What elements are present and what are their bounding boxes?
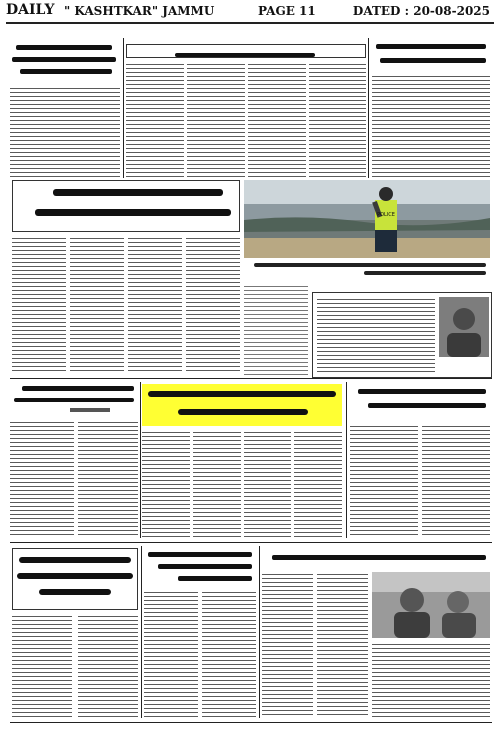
masthead-rule bbox=[6, 22, 494, 24]
article-text bbox=[10, 86, 120, 178]
column-divider bbox=[259, 546, 260, 718]
column-divider bbox=[123, 38, 124, 178]
news-photo bbox=[244, 180, 490, 258]
vest-label: POLICE bbox=[377, 212, 395, 218]
column-divider bbox=[346, 382, 347, 538]
column-divider bbox=[141, 546, 142, 718]
paper-name: " KASHTKAR" JAMMU bbox=[64, 4, 215, 18]
headline-bhai-rebel bbox=[262, 548, 490, 568]
article-text bbox=[10, 420, 74, 538]
issue-date: DATED : 20-08-2025 bbox=[352, 4, 490, 18]
headline-gaza bbox=[372, 38, 490, 72]
portrait-photo bbox=[439, 297, 489, 357]
headline-cm-scheme bbox=[142, 384, 342, 426]
headline-us-saudi bbox=[10, 40, 120, 84]
article-text bbox=[78, 420, 138, 538]
headline-delhi-women bbox=[350, 384, 490, 420]
headline-palestinian-prisoner bbox=[12, 180, 240, 232]
masthead bbox=[6, 2, 494, 22]
article-columns bbox=[144, 590, 256, 718]
footer-rule bbox=[10, 722, 492, 723]
photo-caption bbox=[244, 260, 490, 278]
article-columns bbox=[350, 424, 490, 538]
column-divider bbox=[368, 38, 369, 178]
headline-rs-212-85 bbox=[10, 382, 138, 416]
headline-drones bbox=[126, 44, 366, 58]
portrait-photo bbox=[372, 572, 490, 638]
article-text bbox=[372, 642, 490, 718]
paper-prefix: DAILY bbox=[6, 2, 55, 18]
section-rule bbox=[10, 378, 492, 379]
article-text bbox=[372, 74, 490, 178]
column-divider bbox=[140, 382, 141, 538]
headline-plaza-1400 bbox=[144, 548, 256, 586]
boxed-article bbox=[312, 292, 492, 378]
article-columns bbox=[126, 62, 366, 178]
article-columns bbox=[12, 236, 240, 372]
article-columns bbox=[244, 284, 308, 380]
article-columns bbox=[142, 430, 342, 538]
page-number: PAGE 11 bbox=[258, 4, 316, 18]
article-columns bbox=[262, 572, 368, 718]
headline-acb-farmhouse bbox=[12, 548, 138, 610]
article-columns bbox=[12, 614, 138, 718]
section-rule bbox=[10, 542, 492, 543]
